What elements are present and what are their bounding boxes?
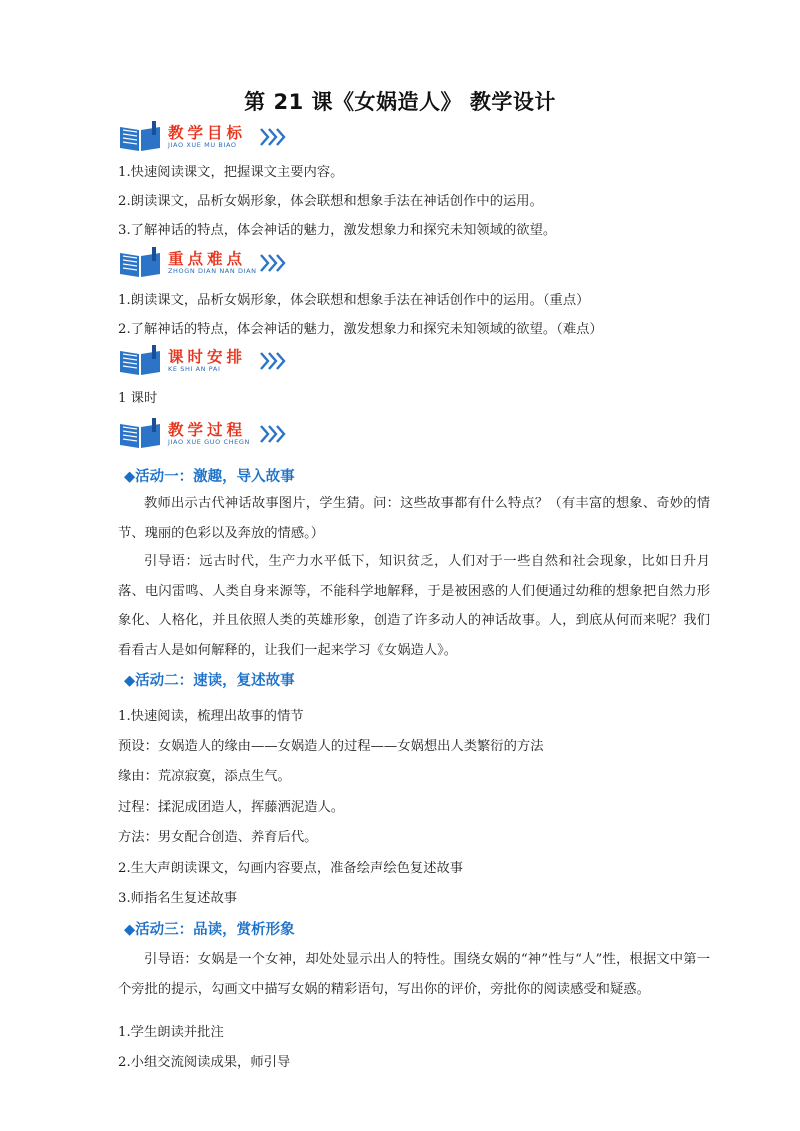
chevrons-icon <box>260 253 286 273</box>
activity-heading: ◆活动一：激趣，导入故事 <box>124 469 295 485</box>
book-icon <box>118 247 162 279</box>
goal-line: 1.快速阅读课文，把握课文主要内容。 <box>118 165 344 180</box>
chevrons-icon <box>260 351 286 371</box>
section-pinyin: ZHOGN DIAN NAN DIAN <box>168 267 257 275</box>
section-header-keypoints <box>118 247 418 281</box>
section-title: 教学目标 <box>168 124 247 142</box>
paragraph: 引导语：女娲是一个女神，却处处显示出人的特性。围绕女娲的“神”性与“人”性，根据文中第一个旁批的提示，勾画文中描写女娲的精彩语句，写出你的评价，旁批你的阅读感受和疑惑。 <box>118 952 710 997</box>
activity-line: 预设：女娲造人的缘由——女娲造人的过程——女娲想出人类繁衍的方法 <box>118 739 544 754</box>
chevrons-icon <box>260 127 286 147</box>
activity-line: 2.生大声朗读课文，勾画内容要点，准备绘声绘色复述故事 <box>118 861 464 876</box>
activity-heading: ◆活动三：品读，赏析形象 <box>124 922 295 938</box>
activity-line: 过程：揉泥成团造人，挥藤洒泥造人。 <box>118 800 345 815</box>
section-pinyin: JIAO XUE MU BIAO <box>168 141 237 149</box>
goal-line: 2.朗读课文，品析女娲形象，体会联想和想象手法在神话创作中的运用。 <box>118 194 543 209</box>
activity-line: 缘由：荒凉寂寞，添点生气。 <box>118 769 291 784</box>
activity-heading: ◆活动二：速读，复述故事 <box>124 673 295 689</box>
paragraph: 教师出示古代神话故事图片，学生猜。问：这些故事都有什么特点？（有丰富的想象、奇妙的情节、瑰丽的色彩以及奔放的情感。） <box>118 496 710 541</box>
section-title: 教学过程 <box>168 421 247 439</box>
section-header-schedule <box>118 345 418 379</box>
book-icon <box>118 121 162 153</box>
keypoint-line: 2.了解神话的特点，体会神话的魅力，激发想象力和探究未知领域的欲望。（难点） <box>118 322 603 337</box>
section-header-goals <box>118 121 418 155</box>
paragraph: 引导语：远古时代，生产力水平低下，知识贫乏，人们对于一些自然和社会现象，比如日升月落、电闪雷鸣、人类自身来源等，不能科学地解释，于是被困惑的人们便通过幼稚的想象把自然力形象化、人格化，并且依照人类的英雄形象，创造了许多动人的神话故事。人，到底从何而来呢？我们看看古人是如何解释的，让我们一起来学习《女娲造人》。 <box>118 554 710 658</box>
section-header-process <box>118 418 418 452</box>
book-icon <box>118 418 162 450</box>
page-title: 第 21 课《女娲造人》 教学设计 <box>244 90 556 114</box>
schedule-text: 1 课时 <box>118 391 158 406</box>
section-pinyin: KE SHI AN PAI <box>168 365 221 373</box>
activity-line: 1.快速阅读，梳理出故事的情节 <box>118 709 304 724</box>
keypoint-line: 1.朗读课文，品析女娲形象，体会联想和想象手法在神话创作中的运用。（重点） <box>118 293 590 308</box>
activity-line: 方法：男女配合创造、养育后代。 <box>118 830 318 845</box>
activity-line: 3.师指名生复述故事 <box>118 891 238 906</box>
section-pinyin: JIAO XUE GUO CHEGN <box>168 438 250 446</box>
goal-line: 3.了解神话的特点，体会神话的魅力，激发想象力和探究未知领域的欲望。 <box>118 223 557 238</box>
book-icon <box>118 345 162 377</box>
section-title: 课时安排 <box>168 348 247 366</box>
chevrons-icon <box>260 424 286 444</box>
activity-line: 2.小组交流阅读成果，师引导 <box>118 1055 291 1070</box>
activity-line: 1.学生朗读并批注 <box>118 1025 224 1040</box>
section-title: 重点难点 <box>168 250 247 268</box>
